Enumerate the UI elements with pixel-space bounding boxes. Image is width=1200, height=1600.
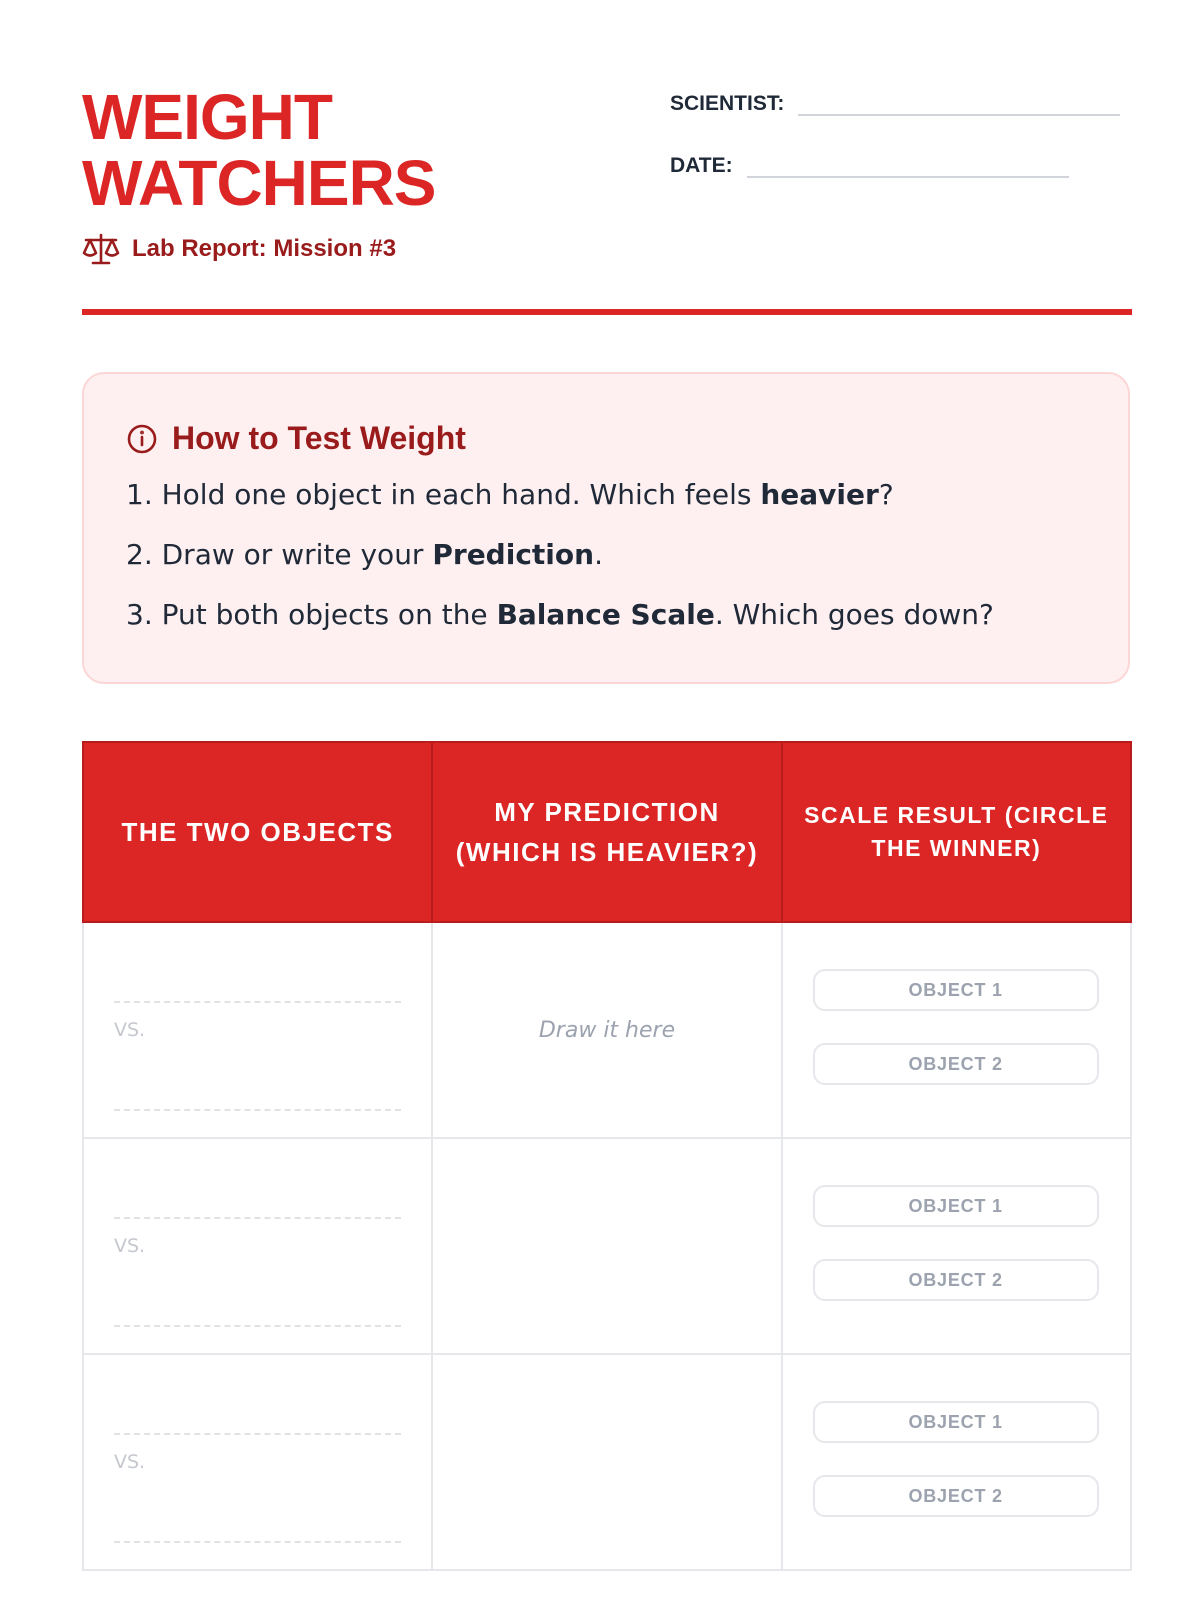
date-label: DATE: — [670, 154, 733, 177]
objects-cell[interactable] — [83, 1354, 432, 1570]
draw-hint: Draw it here — [538, 1017, 676, 1043]
date-input-line[interactable] — [747, 150, 1069, 178]
mission-subtitle — [82, 232, 396, 266]
objects-cell[interactable] — [83, 922, 432, 1138]
info-circle-icon — [126, 423, 158, 455]
header-divider — [82, 309, 1132, 315]
object-1-line — [114, 1001, 401, 1003]
column-header-result: SCALE RESULT (CIRCLE THE WINNER) — [782, 742, 1131, 922]
table-row — [83, 1354, 1131, 1570]
result-cell — [782, 1354, 1131, 1570]
table-row — [83, 922, 1131, 1138]
date-field — [670, 150, 1069, 178]
object-2-option[interactable]: OBJECT 2 — [813, 1475, 1099, 1517]
vs-label: VS. — [114, 1451, 146, 1473]
title-line-2: WATCHERS — [82, 147, 436, 219]
object-1-line — [114, 1217, 401, 1219]
table-header-row — [83, 742, 1131, 922]
object-2-option[interactable]: OBJECT 2 — [813, 1043, 1099, 1085]
step-2: 2. Draw or write your Prediction. — [126, 538, 603, 571]
subtitle-text: Lab Report: Mission #3 — [132, 235, 397, 262]
prediction-cell[interactable] — [432, 1138, 781, 1354]
title-line-1: WEIGHT — [82, 81, 332, 153]
table-row — [83, 1138, 1131, 1354]
object-2-line — [114, 1541, 401, 1543]
object-2-line — [114, 1109, 401, 1111]
prediction-cell[interactable] — [432, 1354, 781, 1570]
result-cell — [782, 922, 1131, 1138]
scientist-field — [670, 88, 1120, 116]
scientist-input-line[interactable] — [798, 88, 1120, 116]
page-title — [82, 81, 436, 219]
instructions-panel — [82, 372, 1130, 684]
instructions-heading — [126, 420, 466, 457]
balance-scale-icon — [82, 232, 120, 266]
instructions-heading-text: How to Test Weight — [172, 420, 466, 456]
object-2-option[interactable]: OBJECT 2 — [813, 1259, 1099, 1301]
object-1-line — [114, 1433, 401, 1435]
step-1: 1. Hold one object in each hand. Which feels heavier? — [126, 478, 894, 511]
vs-label: VS. — [114, 1019, 146, 1041]
scientist-label: SCIENTIST: — [670, 92, 785, 115]
object-1-option[interactable]: OBJECT 1 — [813, 1185, 1099, 1227]
object-1-option[interactable]: OBJECT 1 — [813, 969, 1099, 1011]
result-cell — [782, 1138, 1131, 1354]
object-1-option[interactable]: OBJECT 1 — [813, 1401, 1099, 1443]
column-header-objects: THE TWO OBJECTS — [83, 742, 432, 922]
vs-label: VS. — [114, 1235, 146, 1257]
prediction-cell[interactable] — [432, 922, 781, 1138]
step-3: 3. Put both objects on the Balance Scale. Which goes down? — [126, 598, 994, 631]
lab-table — [82, 741, 1132, 1571]
column-header-prediction: MY PREDICTION (WHICH IS HEAVIER?) — [432, 742, 781, 922]
objects-cell[interactable] — [83, 1138, 432, 1354]
object-2-line — [114, 1325, 401, 1327]
